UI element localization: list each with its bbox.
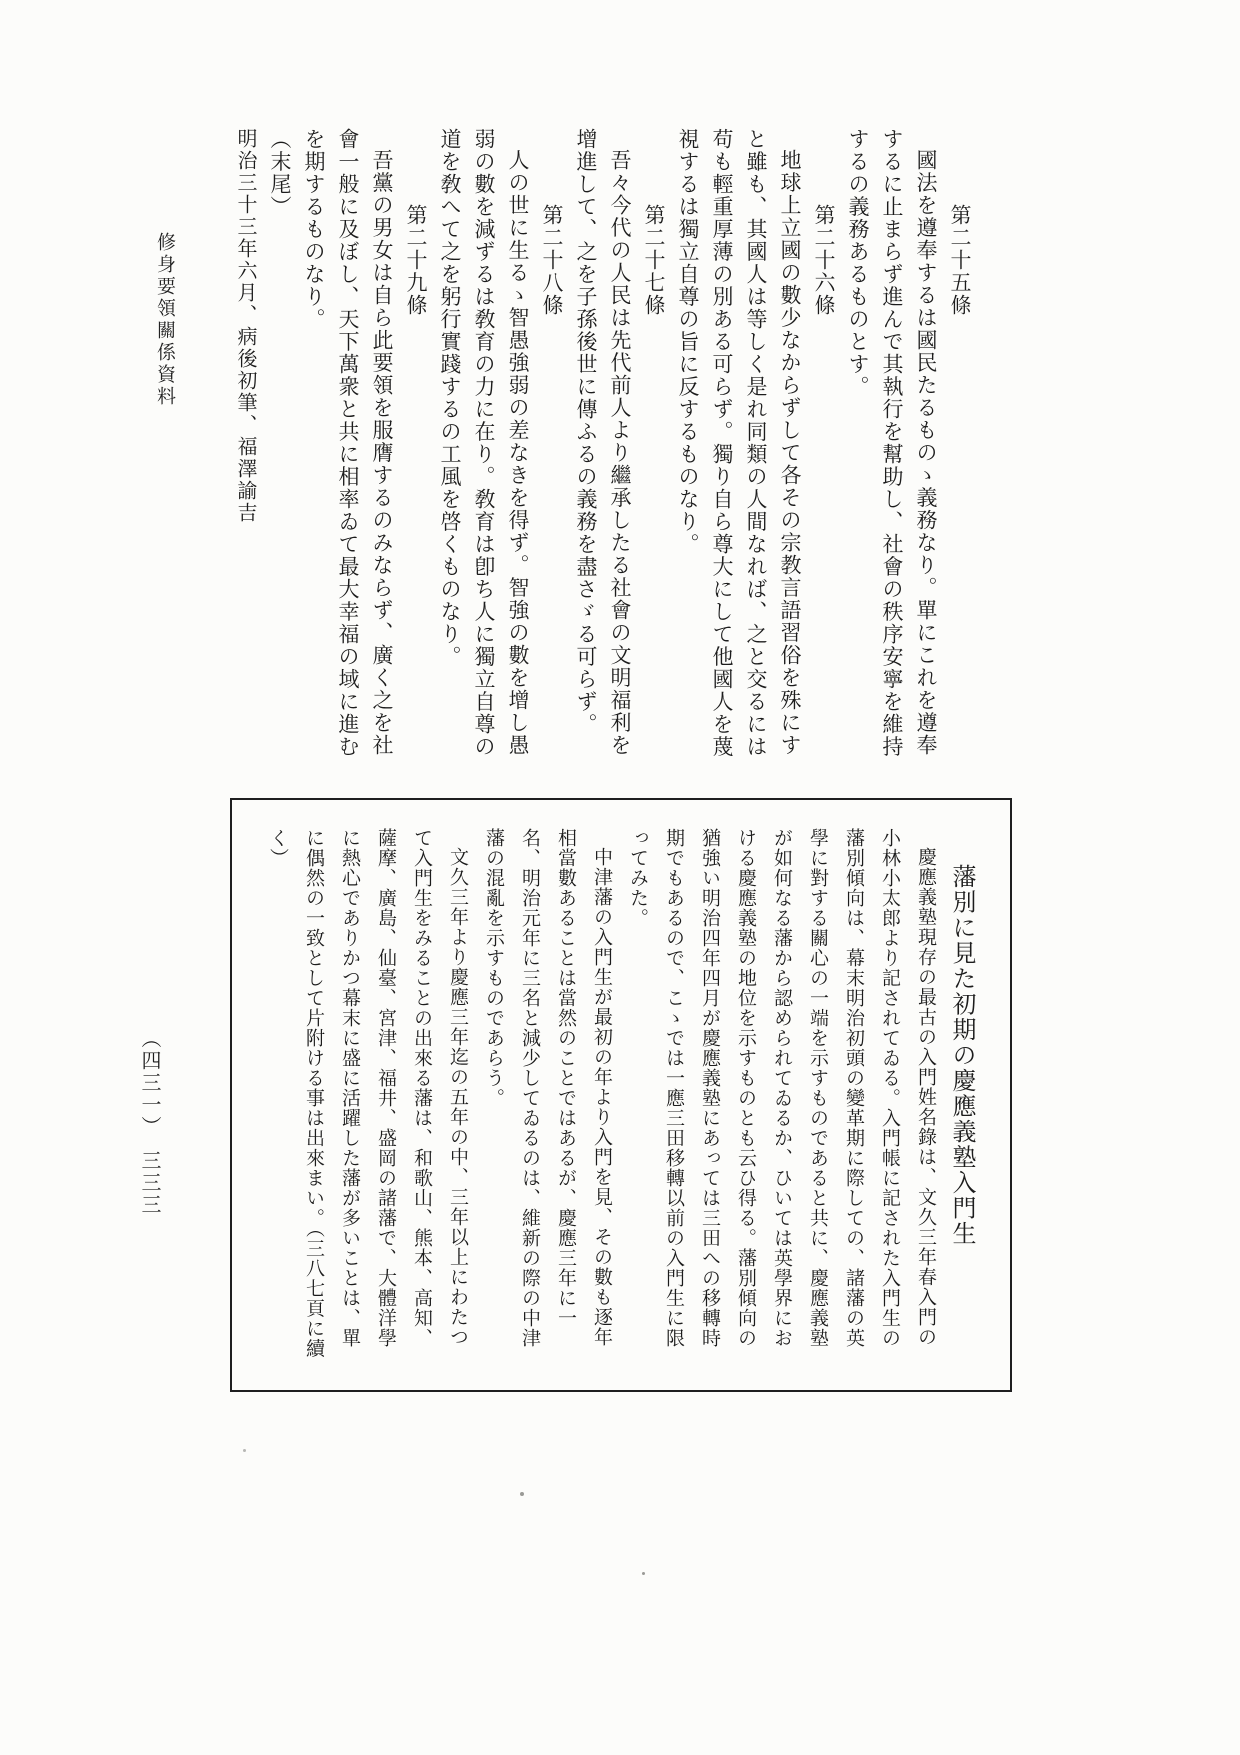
article-heading: 第二十五條: [948, 203, 972, 317]
boxed-article-title: 藩別に見た初期の慶應義塾入門生: [948, 864, 976, 1247]
article-27: [569, 128, 671, 776]
article-heading: 第二十六條: [812, 203, 836, 317]
boxed-article-paragraph: 中津藩の入門生が最初の年より入門を見、その數も逐年相當數あることは當然のことではあるが、慶應三年に一名、明治元年に三名と減少してゐるのは、維新の際の中津藩の混亂を示すものであらう。: [483, 828, 613, 1348]
article-heading: 第二十七條: [642, 203, 666, 317]
article-body: 吾黨の男女は自ら此要領を服膺するのみならず、廣く之を社會一般に及ぼし、天下萬衆と共に相率ゐて最大幸福の域に進むを期するものなり。: [302, 128, 394, 758]
article-body: 人の世に生るゝ智愚強弱の差なきを得ず。智強の數を增し愚弱の數を減ずるは敎育の力に在り。敎育は卽ち人に獨立自尊の道を敎へて之を躬行實踐するの工風を啓くものなり。: [438, 128, 530, 758]
boxed-article: [230, 798, 1012, 1392]
scan-speck: [642, 1572, 645, 1575]
article-body: 國法を遵奉するは國民たるものゝ義務なり。單にこれを遵奉するに止まらず進んで其執行を幫助し、社會の秩序安寧を維持するの義務あるものとす。: [846, 128, 938, 758]
article-body: 吾々今代の人民は先代前人より繼承したる社會の文明福利を增進して、之を子孫後世に傳ふるの義務を盡さゞる可らず。: [574, 128, 632, 757]
colophon: 明治三十三年六月、病後初筆、福澤諭吉: [234, 128, 258, 524]
article-25: [841, 128, 977, 776]
scan-speck: [243, 1449, 246, 1452]
article-29: [297, 128, 433, 776]
article-28: [433, 128, 569, 776]
article-heading: 第二十九條: [404, 203, 428, 317]
scan-speck: [520, 1492, 524, 1496]
article-heading: 第二十八條: [540, 203, 564, 317]
boxed-article-paragraph: 慶應義塾現存の最古の入門姓名錄は、文久三年春入門の小林小太郎より記されてゐる。入門帳に記された入門生の藩別傾向は、幕末明治初頭の變革期に際しての、諸藩の英學に對する關心の一端を示すものであると共に、慶應義塾が如何なる藩から認められてゐるか、ひいては英學界における慶應義塾の地位を示すものとも云ひ得る。藩別傾向の猶強い明治四年四月が慶應義塾にあっては三田への移轉時期でもあるので、こゝでは一應三田移轉以前の入門生に限ってみた。: [627, 828, 937, 1348]
side-label: 修身要領關係資料: [154, 232, 176, 408]
page-number: （四三一） 三三三: [138, 1028, 162, 1216]
moral-code-section: [205, 128, 977, 776]
boxed-article-paragraph: 文久三年より慶應三年迄の五年の中、三年以上にわたつて入門生をみることの出來る藩は、和歌山、熊本、高知、薩摩、廣島、仙臺、宮津、福井、盛岡の諸藩で、大體洋學に熱心でありかつ幕末に盛に活躍した藩が多いことは、單に偶然の一致として片附ける事は出來まい。（三八七頁に續く）: [267, 828, 469, 1359]
ending-mark: （末尾）: [268, 128, 292, 218]
article-26: [671, 128, 841, 776]
article-body: 地球上立國の數少なからずして各その宗教言語習俗を殊にすと雖も、其國人は等しく是れ同類の人間なれば、之と交るには苟も輕重厚薄の別ある可らず。獨り自ら尊大にして他國人を蔑視するは獨立自尊の旨に反するものなり。: [676, 128, 802, 758]
